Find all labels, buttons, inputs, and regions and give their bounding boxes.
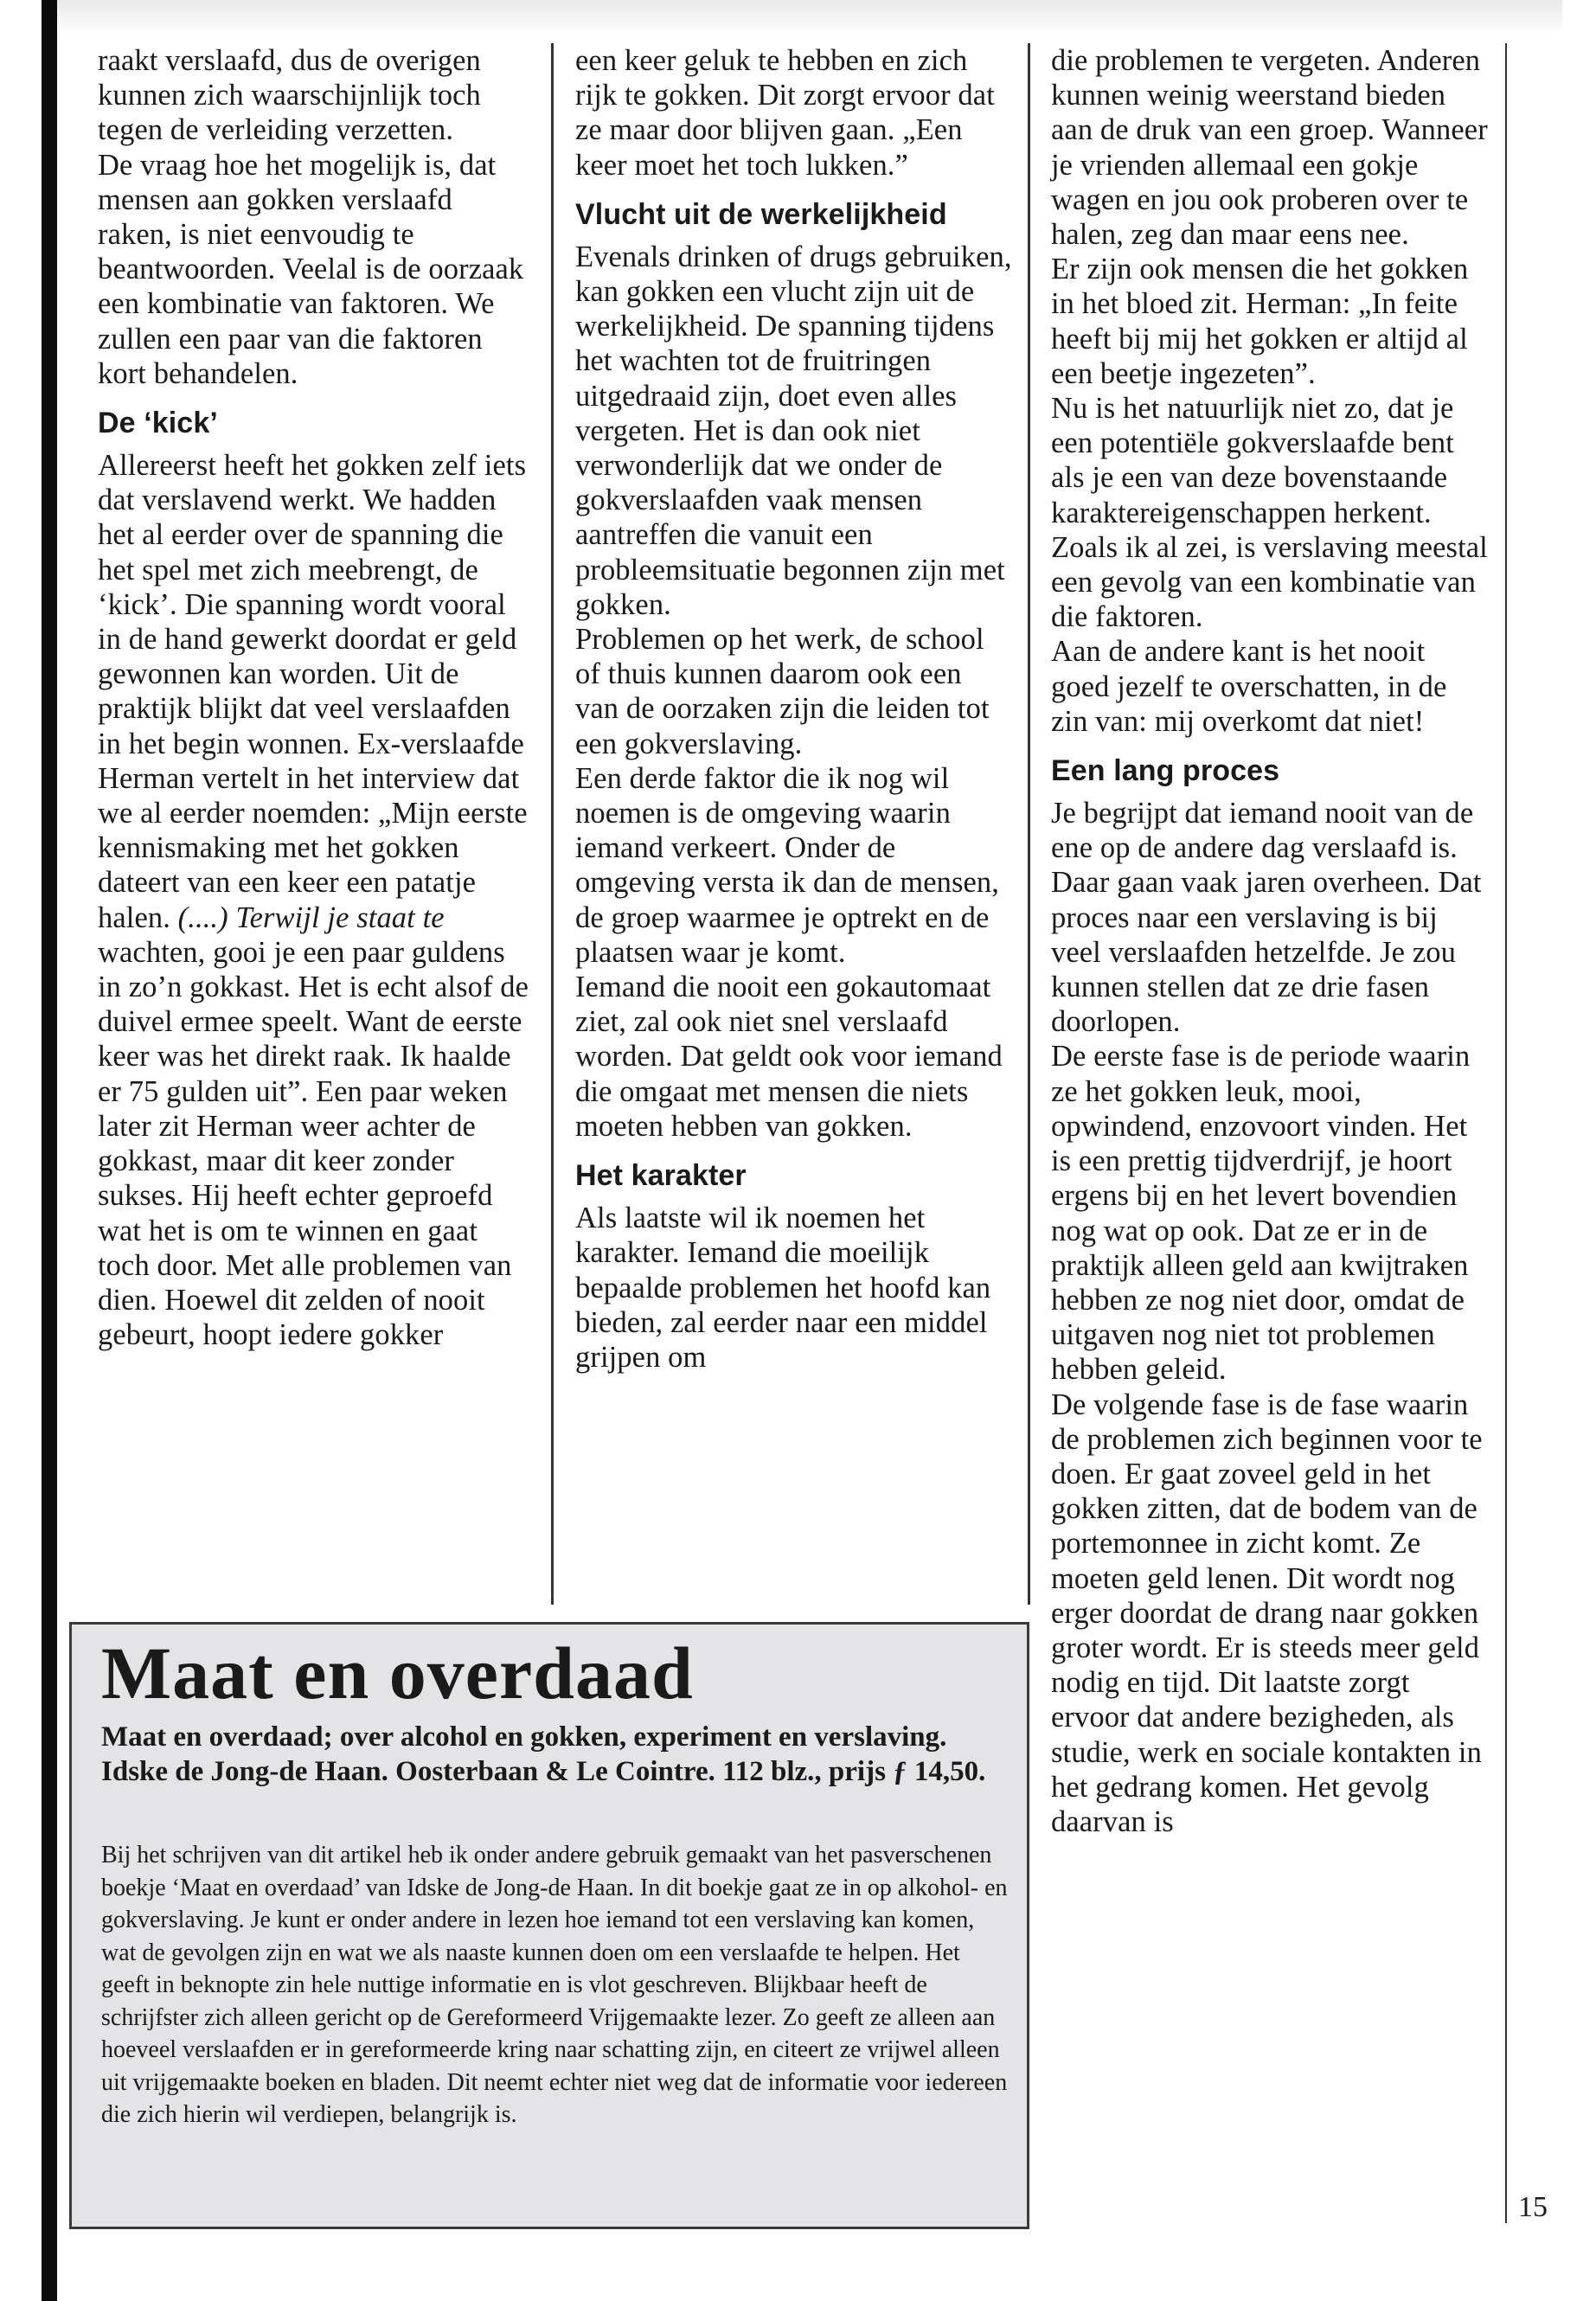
paragraph: Er zijn ook mensen die het gokken in het bloed zit. Herman: „In feite heeft bij mij het gokken er altijd al een beetje ingezeten”. <box>1051 253 1469 390</box>
book-review-body: Bij het schrijven van dit artikel heb ik onder andere gebruik gemaakt van het pasverschenen boekje ‘Maat en overdaad’ van Idske de Jong-de Haan. In dit boekje gaat ze in op alkohol- en gokverslaving. Je kunt er onder andere in lezen hoe iemand tot een verslaving kan komen, wat de gevolgen zijn en wat we als naaste kunnen doen om een verslaafde te helpen. Het geeft in beknopte zin hele nuttige informatie en is vlot geschreven. Blijkbaar heeft de schrijfster zich alleen gericht op de Gereformeerd Vrijgemaakte lezer. Zo geeft ze alleen aan hoeveel verslaafden er in gereformeerde kring naar schatting zijn, en citeert ze vrijwel alleen uit vrijgemaakte boeken en bladen. Dit neemt echter niet weg dat de informatie voor iedereen die zich hierin wil verdiepen, belangrijk is. <box>101 1842 1008 2128</box>
book-review-title: Maat en overdaad <box>101 1631 694 1715</box>
paragraph-text: Allereerst heeft het gokken zelf iets dat verslavend werkt. We hadden het al eerder over de spanning die het spel met zich meebrengt, de ‘kick’. Die spanning wordt vooral in de hand gewerkt doordat er geld gewonnen kan worden. Uit de praktijk blijkt dat veel verslaafden in het begin wonnen. Ex-verslaafde Herman vertelt in het interview dat we al eerder noemden: „Mijn eerste kennismaking met het gokken dateert van een keer een patatje halen. <box>98 449 528 934</box>
column-rule-3 <box>1505 43 1507 2223</box>
paragraph: Je begrijpt dat iemand nooit van de ene op de andere dag verslaafd is. Daar gaan vaak jaren overheen. Dat proces naar een verslaving is bij veel verslaafden hetzelfde. Je zou kunnen stellen dat ze drie fasen doorlopen. <box>1051 797 1482 1039</box>
paragraph: De eerste fase is de periode waarin ze het gokken leuk, mooi, opwindend, enzovoort vinden. Het is een prettig tijdverdrijf, je hoort ergens bij en het levert bovendien nog wat op ook. Dat ze er in de praktijk alleen geld aan kwijtraken hebben ze nog niet door, omdat de uitgaven nog niet tot problemen hebben geleid. <box>1051 1040 1471 1387</box>
paragraph: Evenals drinken of drugs gebruiken, kan gokken een vlucht zijn uit de werkelijkheid. De spanning tijdens het wachten tot de fruitringen uitgedraaid zijn, doet even alles vergeten. Het is dan ook niet verwonderlijk dat we onder de gokverslaafden vaak mensen aantreffen die vanuit een probleemsituatie begonnen zijn met gokken. <box>575 240 1012 621</box>
quote-italic: (....) Terwijl je staat te <box>177 901 445 934</box>
paragraph: De volgende fase is de fase waarin de problemen zich beginnen voor te doen. Er gaat zoveel geld in het gokken zitten, dat de bodem van de portemonnee in zicht komt. Ze moeten geld lenen. Dit wordt nog erger doordat de drang naar gokken groter wordt. Er is steeds meer geld nodig en tijd. Dit laatste zorgt ervoor dat andere bezigheden, als studie, werk en sociale kontakten in het gedrang komen. Het gevolg daarvan is <box>1051 1388 1483 1838</box>
scan-top-shadow <box>57 0 1562 35</box>
column-rule-2 <box>1028 43 1030 1605</box>
section-heading-proces: Een lang proces <box>1051 754 1280 788</box>
section-heading-kick: De ‘kick’ <box>98 407 218 440</box>
article-column-1 <box>98 43 530 1352</box>
paragraph: een keer geluk te hebben en zich rijk te gokken. Dit zorgt ervoor dat ze maar door blijven gaan. „Een keer moet het toch lukken.” <box>575 44 995 182</box>
paragraph: Problemen op het werk, de school of thuis kunnen daarom ook een van de oorzaken zijn die leiden tot een gokverslaving. <box>575 623 990 760</box>
paragraph: Een derde faktor die ik nog wil noemen is de omgeving waarin iemand verkeert. Onder de omgeving versta ik dan de mensen, de groep waarmee je optrekt en de plaatsen waar je komt. <box>575 761 1000 969</box>
paragraph <box>98 448 530 1352</box>
paragraph: Aan de andere kant is het nooit goed jezelf te overschatten, in de zin van: mij overkomt dat niet! <box>1051 635 1447 738</box>
page-edge-bar <box>42 0 57 2301</box>
paragraph: Als laatste wil ik noemen het karakter. Iemand die moeilijk bepaalde problemen het hoofd kan bieden, zal eerder naar een middel grijpen om <box>575 1202 991 1374</box>
section-heading-karakter: Het karakter <box>575 1159 747 1193</box>
paragraph: raakt verslaafd, dus de overigen kunnen zich waarschijnlijk toch tegen de verleiding verzetten. <box>98 44 481 147</box>
paragraph: die problemen te vergeten. Anderen kunnen weinig weerstand bieden aan de druk van een groep. Wanneer je vrienden allemaal een gokje wagen en jou ook proberen over te halen, zeg dan maar eens nee. <box>1051 44 1488 252</box>
paragraph: Iemand die nooit een gokautomaat ziet, zal ook niet snel verslaafd worden. Dat geldt ook voor iemand die omgaat met mensen die niets moeten hebben van gokken. <box>575 971 1003 1143</box>
column-rule-1 <box>551 43 554 1605</box>
paragraph: Nu is het natuurlijk niet zo, dat je een potentiële gokverslaafde bent als je een van deze bovenstaande karaktereigenschappen herkent. Zoals ik al zei, is verslaving meestal een gevolg van een kombinatie van die faktoren. <box>1051 392 1488 634</box>
section-heading-vlucht: Vlucht uit de werkelijkheid <box>575 197 947 231</box>
article-column-3 <box>1051 43 1488 1839</box>
paragraph: De vraag hoe het mogelijk is, dat mensen aan gokken verslaafd raken, is niet eenvoudig te beantwoorden. Veelal is de oorzaak een kombinatie van faktoren. We zullen een paar van die faktoren kort behandelen. <box>98 148 524 390</box>
book-review-box <box>69 1622 1029 2229</box>
book-review-details: Maat en overdaad; over alcohol en gokken, experiment en verslaving. Idske de Jong-de Haan. Oosterbaan & Le Cointre. 112 blz., prijs ƒ 14,50. <box>101 1721 986 1787</box>
paragraph-text: wachten, gooi je een paar guldens in zo’n gokkast. Het is echt alsof de duivel ermee speelt. Want de eerste keer was het direkt raak. Ik haalde er 75 gulden uit”. Een paar weken later zit Herman weer achter de gokkast, maar dit keer zonder sukses. Hij heeft echter geproefd wat het is om te winnen en gaat toch door. Met alle problemen van dien. Hoewel dit zelden of nooit gebeurt, hoopt iedere gokker <box>98 935 529 1352</box>
article-column-2 <box>575 43 1012 1375</box>
page-number: 15 <box>1518 2191 1548 2223</box>
